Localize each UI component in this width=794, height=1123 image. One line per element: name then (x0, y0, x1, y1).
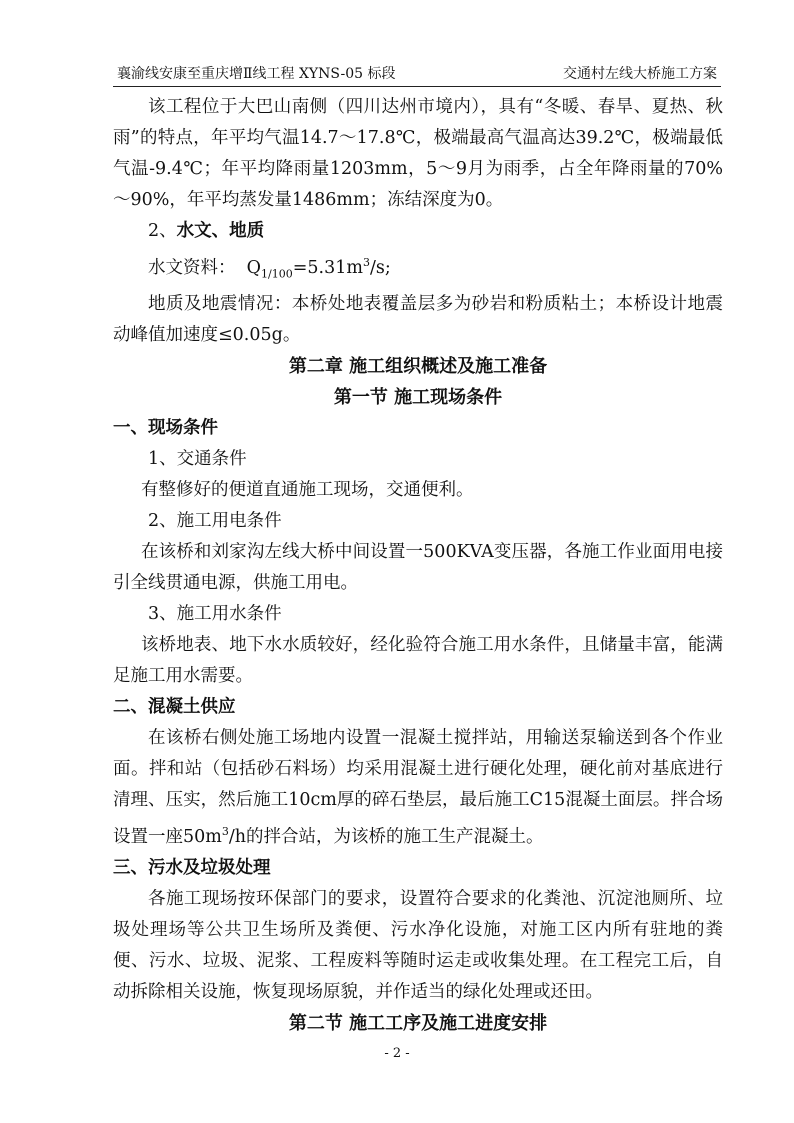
traffic-conditions-text: 有整修好的便道直通施工现场，交通便利。 (141, 480, 474, 501)
hydro-q-subscript: 1/100 (261, 267, 293, 281)
water-conditions-text: 该桥地表、地下水水质较好，经化验符合施工用水条件，且储量丰富，能满足施工用水需要。 (113, 635, 723, 687)
water-conditions-title: 3、施工用水条件 (148, 604, 282, 625)
section-title: 第二节 施工工序及施工进度安排 (288, 1013, 548, 1035)
header-project-name: 襄渝线安康至重庆增Ⅱ线工程 XYNS-05 标段 (117, 66, 396, 82)
concrete-supply-text (113, 723, 723, 853)
climate-paragraph: 该工程位于大巴山南侧（四川达州市境内），具有“冬暖、春旱、夏热、秋雨”的特点，年平均气温14.7～17.8℃，极端最高气温高达39.2℃，极端最低气温-9.4℃；年平均降雨量1203mm，5～9月为雨季，占全年降雨量的70%～90%，年平均蒸发量1486mm；冻结深度为0。 (113, 97, 723, 210)
hydro-value: =5.31m (292, 257, 363, 278)
sewage-waste-heading: 三、污水及垃圾处理 (113, 858, 271, 879)
header-document-title: 交通村左线大桥施工方案 (563, 66, 717, 82)
section-title: 第一节 施工现场条件 (333, 387, 503, 409)
page-content (113, 92, 723, 1039)
sewage-waste-text: 各施工现场按环保部门的要求，设置符合要求的化粪池、沉淀池厕所、垃圾处理场等公共卫生场所及粪便、污水净化设施，对施工区内所有驻地的粪便、污水、垃圾、泥浆、工程废料等随时运走或收集处理。在工程完工后，自动拆除相关设施，恢复现场原貌，并作适当的绿化处理或还田。 (113, 889, 723, 1003)
concrete-text-part-b: /h的拌合站，为该桥的施工生产混凝土。 (228, 827, 544, 848)
hydro-geology-heading (113, 216, 723, 247)
hydro-label: 水文资料： (148, 257, 236, 278)
power-conditions-text: 在该桥和刘家沟左线大桥中间设置一500KVA变压器，各施工作业面用电接引全线贯通电源，供施工用电。 (113, 542, 723, 594)
hydro-unit: /s; (369, 257, 391, 278)
hydro-heading-text: 水文、地质 (176, 221, 265, 241)
power-conditions-title: 2、施工用电条件 (148, 511, 282, 532)
chapter-title: 第二章 施工组织概述及施工准备 (288, 356, 548, 378)
hydro-heading-number: 2、 (148, 221, 177, 241)
concrete-superscript: 3 (221, 825, 229, 839)
page-number: - 2 - (384, 1046, 410, 1061)
hydro-superscript: 3 (362, 256, 370, 269)
hydro-q: Q (246, 257, 261, 278)
concrete-text-part-a: 在该桥右侧处施工场地内设置一混凝土搅拌站，用输送泵输送到各个作业面。拌和站（包括砂石料场）均采用混凝土进行硬化处理，硬化前对基底进行清理、压实，然后施工10cm厚的碎石垫层，最后施工C15混凝土面层。拌合场设置一座50m (113, 728, 723, 848)
traffic-conditions-title: 1、交通条件 (148, 449, 247, 470)
site-conditions-heading: 一、现场条件 (113, 418, 218, 439)
page-header (113, 64, 721, 87)
geology-paragraph: 地质及地震情况：本桥处地表覆盖层多为砂岩和粉质粘土；本桥设计地震动峰值加速度≤0.05g。 (113, 294, 723, 346)
hydro-data-line (113, 247, 723, 289)
concrete-supply-heading: 二、混凝土供应 (113, 697, 236, 718)
